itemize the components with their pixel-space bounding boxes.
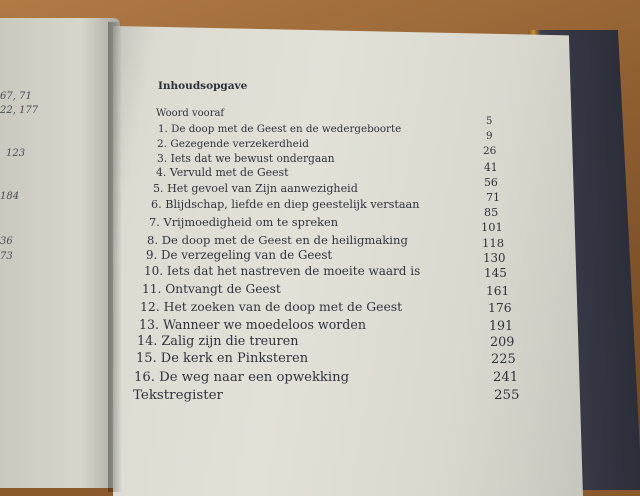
toc-entry-page: 56 bbox=[484, 176, 498, 189]
toc-entry-page: 209 bbox=[490, 335, 515, 350]
left-page-number: 184 bbox=[0, 191, 20, 202]
left-page-number: 73 bbox=[0, 251, 13, 262]
toc-entry-title: 11. Ontvangt de Geest bbox=[142, 282, 281, 296]
toc-entry-page: 161 bbox=[486, 284, 510, 298]
toc-entry-title: Tekstregister bbox=[133, 388, 223, 403]
book-gutter bbox=[108, 22, 122, 492]
toc-entry-page: 255 bbox=[494, 388, 520, 403]
toc-entry-title: 13. Wanneer we moedeloos worden bbox=[139, 317, 366, 332]
left-page bbox=[0, 18, 120, 488]
toc-entry-title: 3. Iets dat we bewust ondergaan bbox=[157, 152, 335, 165]
toc-entry-title: 5. Het gevoel van Zijn aanwezigheid bbox=[153, 182, 358, 195]
toc-entry-page: 85 bbox=[484, 206, 499, 219]
toc-entry-title: 14. Zalig zijn die treuren bbox=[137, 334, 299, 349]
toc-entry-title: 4. Vervuld met de Geest bbox=[156, 166, 289, 179]
toc-entry-title: 16. De weg naar een opwekking bbox=[134, 370, 350, 385]
left-page-number: 36 bbox=[0, 236, 13, 247]
toc-entry-page: 176 bbox=[488, 300, 512, 315]
toc-entry-page: 9 bbox=[486, 130, 493, 142]
toc-entry-title: 9. De verzegeling van de Geest bbox=[146, 248, 333, 262]
toc-entry-page: 241 bbox=[493, 370, 519, 385]
toc-entry-title: 6. Blijdschap, liefde en diep geestelijk verstaan bbox=[151, 198, 420, 211]
left-page-number: 67, 71 bbox=[0, 91, 32, 102]
toc-entry-page: 225 bbox=[491, 352, 516, 367]
toc-entry-page: 130 bbox=[483, 251, 506, 265]
toc-entry-page: 191 bbox=[489, 318, 514, 333]
toc-entry-title: 12. Het zoeken van de doop met de Geest bbox=[140, 299, 403, 314]
toc-entry-page: 41 bbox=[484, 161, 498, 174]
toc-entry-title: Woord vooraf bbox=[156, 108, 225, 119]
left-page-number: 22, 177 bbox=[0, 105, 39, 116]
toc-entry-page: 145 bbox=[484, 266, 507, 280]
toc-entry-title: 10. Iets dat het nastreven de moeite waard is bbox=[144, 264, 421, 278]
left-page-number: 123 bbox=[6, 148, 26, 159]
toc-entry-page: 71 bbox=[486, 191, 501, 204]
toc-heading: Inhoudsopgave bbox=[158, 80, 248, 92]
toc-entry-title: 8. De doop met de Geest en de heiligmaking bbox=[147, 233, 408, 247]
toc-entry-title: 15. De kerk en Pinksteren bbox=[136, 351, 309, 366]
toc-entry-title: 1. De doop met de Geest en de wedergeboorte bbox=[158, 123, 402, 135]
toc-entry-page: 5 bbox=[486, 116, 493, 127]
toc-entry-title: 7. Vrijmoedigheid om te spreken bbox=[149, 215, 339, 229]
toc-entry-title: 2. Gezegende verzekerdheid bbox=[157, 138, 309, 150]
toc-entry-page: 26 bbox=[483, 145, 497, 157]
toc-entry-page: 118 bbox=[482, 236, 505, 250]
toc-entry-page: 101 bbox=[481, 220, 503, 234]
